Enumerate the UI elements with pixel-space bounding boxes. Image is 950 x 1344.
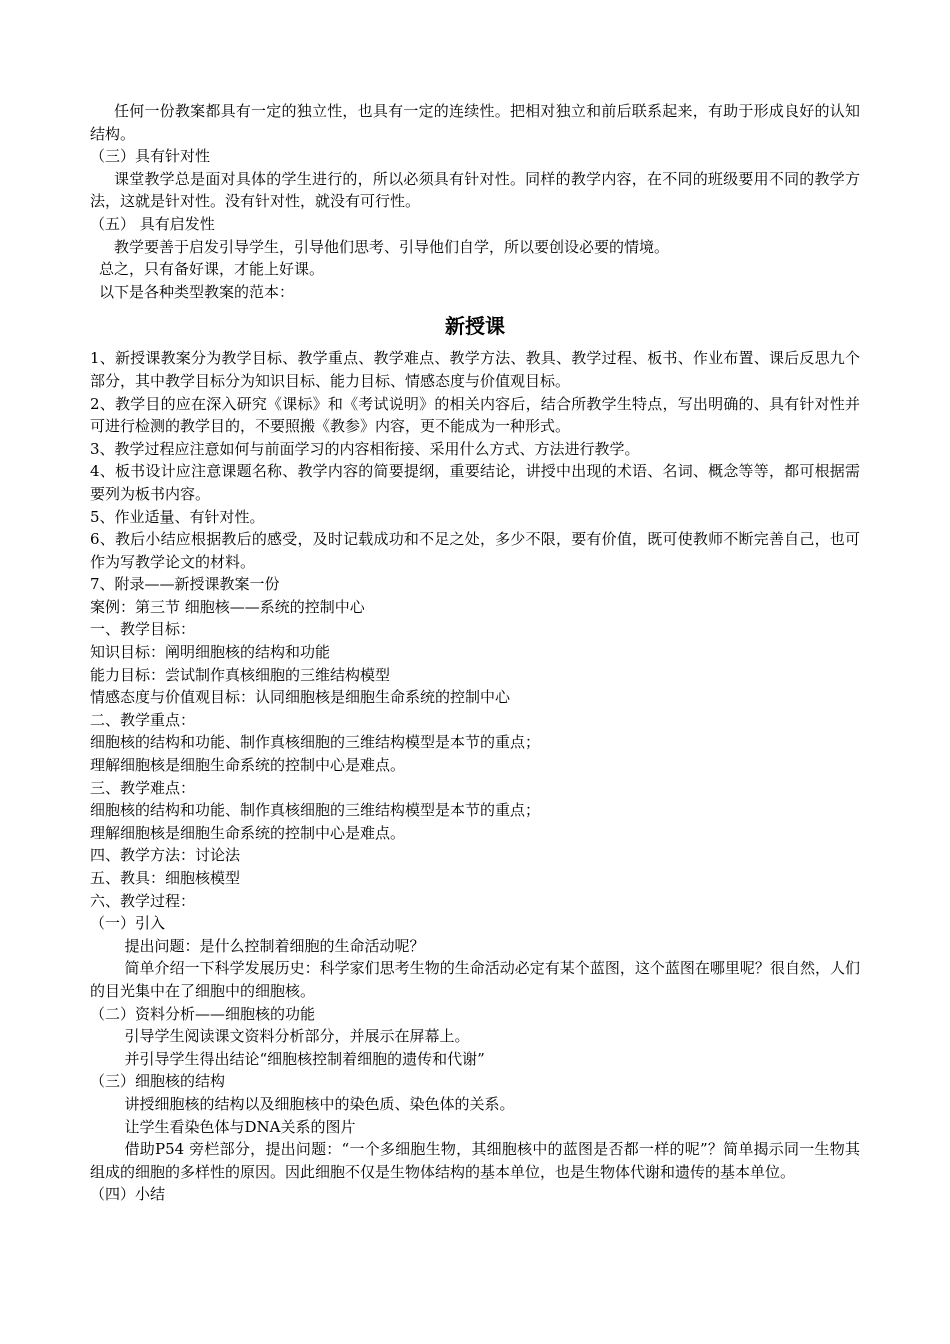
process-step-intro-question: 提出问题：是什么控制着细胞的生命活动呢？ [124, 936, 425, 955]
process-step-analysis-heading: （二）资料分析——细胞核的功能 [90, 1004, 316, 1023]
process-step-analysis-read: 引导学生阅读课文资料分析部分，并展示在屏幕上。 [124, 1027, 470, 1046]
objective-ability: 能力目标：尝试制作真核细胞的三维结构模型 [90, 665, 391, 684]
intro-templates-lead: 以下是各种类型教案的范本： [99, 282, 295, 301]
rule-item-6: 6、教后小结应根据教后的感受，及时记载成功和不足之处，多少不限，要有价值，既可使教师不断完善自己，也可作为写教学论文的材料。 [90, 530, 860, 571]
process-step-structure-lecture: 讲授细胞核的结构以及细胞核中的染色质、染色体的关系。 [124, 1094, 515, 1113]
objective-knowledge: 知识目标：阐明细胞核的结构和功能 [90, 643, 331, 662]
intro-heading-inspiring: （五） 具有启发性 [90, 214, 215, 233]
rule-item-5: 5、作业适量、有针对性。 [90, 507, 265, 526]
section-title: 新授课 [445, 314, 505, 339]
difficulty-1: 细胞核的结构和功能、制作真核细胞的三维结构模型是本节的重点； [90, 801, 541, 820]
process-step-analysis-conclusion: 并引导学生得出结论“细胞核控制着细胞的遗传和代谢” [124, 1049, 485, 1068]
process-heading: 六、教学过程： [90, 891, 196, 910]
key-points-heading: 二、教学重点： [90, 710, 196, 729]
key-point-2: 理解细胞核是细胞生命系统的控制中心是难点。 [90, 756, 406, 775]
difficulties-heading: 三、教学难点： [90, 778, 196, 797]
objectives-heading: 一、教学目标： [90, 620, 196, 639]
intro-paragraph-targeted: 课堂教学总是面对具体的学生进行的，所以必须具有针对性。同样的教学内容，在不同的班级要用不同的教学方法，这就是针对性。没有针对性，就没有可行性。 [90, 169, 860, 211]
example-title: 案例：第三节 细胞核——系统的控制中心 [90, 597, 365, 616]
key-point-1: 细胞核的结构和功能、制作真核细胞的三维结构模型是本节的重点； [90, 733, 541, 752]
process-step-structure-heading: （三）细胞核的结构 [90, 1072, 226, 1091]
rule-item-1: 1、新授课教案分为教学目标、教学重点、教学难点、教学方法、教具、教学过程、板书、作业布置、课后反思九个部分，其中教学目标分为知识目标、能力目标、情感态度与价值观目标。 [90, 349, 860, 390]
process-step-intro-history: 简单介绍一下科学发展历史：科学家们思考生物的生命活动必定有某个蓝图，这个蓝图在哪里呢？很自然，人们的目光集中在了细胞中的细胞核。 [90, 959, 860, 1000]
document-page [90, 100, 860, 1206]
intro-paragraph-inspiring: 教学要善于启发引导学生，引导他们思考、引导他们自学，所以要创设必要的情境。 [114, 237, 670, 256]
rule-item-4: 4、板书设计应注意课题名称、教学内容的简要提纲，重要结论，讲授中出现的术语、名词、概念等等，都可根据需要列为板书内容。 [90, 462, 860, 503]
intro-paragraph-continuity: 任何一份教案都具有一定的独立性，也具有一定的连续性。把相对独立和前后联系起来，有助于形成良好的认知结构。 [90, 102, 860, 143]
rule-item-3: 3、教学过程应注意如何与前面学习的内容相衔接、采用什么方式、方法进行教学。 [90, 439, 640, 458]
process-step-summary-heading: （四）小结 [90, 1185, 166, 1204]
teaching-aids: 五、教具：细胞核模型 [90, 869, 241, 887]
difficulty-2: 理解细胞核是细胞生命系统的控制中心是难点。 [90, 823, 406, 842]
process-step-structure-picture: 让学生看染色体与DNA关系的图片 [124, 1117, 356, 1136]
process-step-intro-heading: （一）引入 [90, 914, 166, 933]
rule-item-2: 2、教学目的应在深入研究《课标》和《考试说明》的相关内容后，结合所教学生特点，写出明确的、具有针对性并可进行检测的教学目的，不要照搬《教参》内容，更不能成为一种形式。 [90, 394, 860, 436]
process-step-structure-question: 借助P54 旁栏部分，提出问题：“一个多细胞生物，其细胞核中的蓝图是否都一样的呢”？简单揭示同一生物其组成的细胞的多样性的原因。因此细胞不仅是生物体结构的基本单位，也是生物体代谢和遗传的基本单位。 [90, 1140, 860, 1181]
intro-heading-targeted: （三）具有针对性 [90, 147, 211, 166]
rule-item-7: 7、附录——新授课教案一份 [90, 575, 280, 594]
objective-attitude: 情感态度与价值观目标：认同细胞核是细胞生命系统的控制中心 [90, 688, 511, 707]
intro-summary: 总之，只有备好课，才能上好课。 [99, 260, 325, 279]
teaching-method: 四、教学方法：讨论法 [90, 846, 241, 865]
